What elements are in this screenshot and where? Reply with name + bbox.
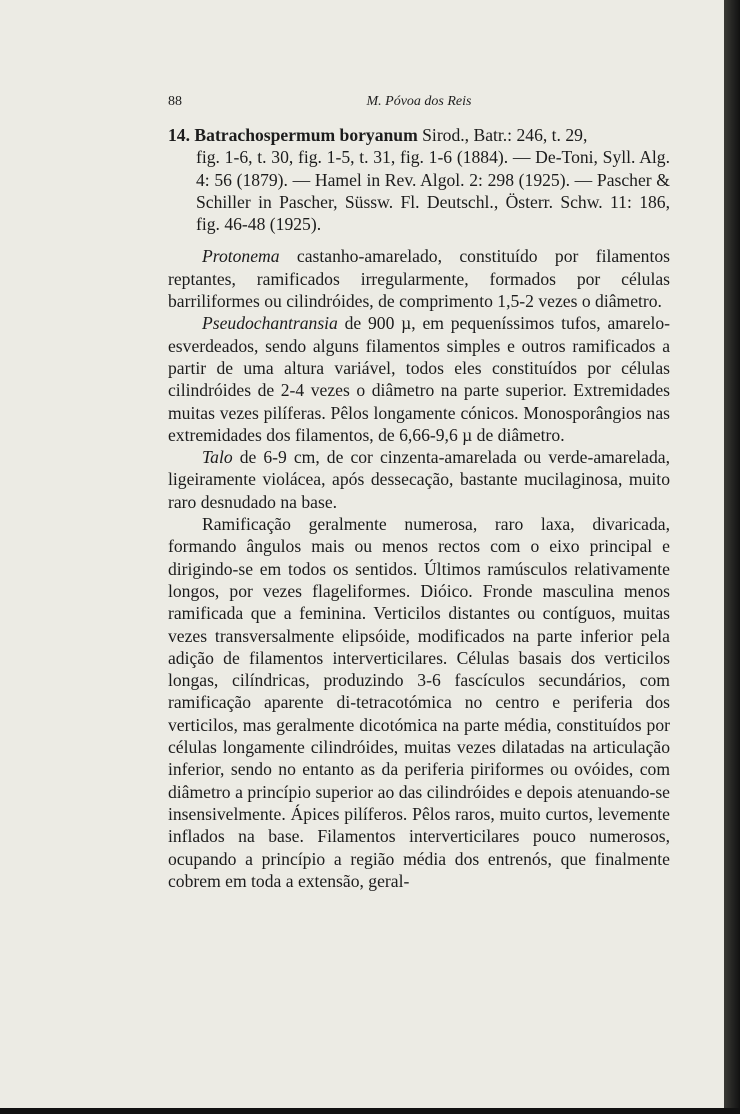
- paragraph-talo: [168, 446, 670, 513]
- paragraph-protonema: [168, 245, 670, 312]
- paragraph-pseudochantransia: [168, 312, 670, 446]
- paragraph-lead: Talo: [202, 447, 233, 468]
- paragraph-ramificacao: [168, 513, 670, 892]
- paragraph-text: castanho-amarelado, constituído por filamentos reptantes, ramificados irregularmente, formados por células barriliformes ou cilindróides, de comprimento 1,5-2 vezes o diâmetro.: [168, 246, 670, 312]
- book-spine-shadow: [724, 0, 740, 1114]
- page-bottom-edge: [0, 1108, 740, 1114]
- page-number: 88: [168, 94, 182, 109]
- page-body: [168, 124, 670, 892]
- paragraph-lead: Pseudochantransia: [202, 313, 338, 334]
- citation-first-line: Sirod., Batr.: 246, t. 29,: [417, 125, 588, 145]
- species-entry: [168, 124, 670, 235]
- species-name: Batrachospermum boryanum: [194, 125, 418, 145]
- entry-number: 14.: [168, 125, 190, 145]
- citation-continuation: fig. 1-6, t. 30, fig. 1-5, t. 31, fig. 1-6 (1884). — De-Toni, Syll. Alg. 4: 56 (1879). — Hamel in Rev. Algol. 2: 298 (1925). — Pascher & Schiller in Pascher, Süssw. Fl. Deutschl., Österr. Schw. 11: 186, fig. 46-48 (1925).: [196, 147, 670, 235]
- paragraph-text: de 900 µ, em pequeníssimos tufos, amarelo-esverdeados, sendo alguns filamentos simples e outros ramificados a partir de uma altura variável, todos eles constituídos por células cilindróides de 2-4 vezes o diâmetro na parte superior. Extremidades muitas vezes pilíferas. Pêlos longamente cónicos. Monosporângios nas extremidades dos filamentos, de 6,66-9,6 µ de diâmetro.: [168, 313, 670, 445]
- paragraph-lead: Protonema: [202, 246, 280, 267]
- page-header: [168, 94, 670, 114]
- paragraph-text: de 6-9 cm, de cor cinzenta-amarelada ou verde-amarelada, ligeiramente violácea, após dessecação, bastante mucilaginosa, muito raro desnudado na base.: [168, 447, 670, 512]
- paragraph-text: Ramificação geralmente numerosa, raro laxa, divaricada, formando ângulos mais ou menos rectos com o eixo principal e dirigindo-se em todos os sentidos. Últimos ramúsculos relativamente longos, por vezes flageliformes. Dióico. Fronde masculina menos ramificada que a feminina. Verticilos distantes ou contíguos, muitas vezes transversalmente elipsóide, modificados na parte inferior pela adição de filamentos interverticilares. Células basais dos verticilos longas, cilíndricas, produzindo 3-6 fascículos secundários, com ramificação aparente di-tetracotómica no centro e periferia dos verticilos, mas geralmente dicotómica na parte média, constituídos por células longamente cilindróides, muitas vezes dilatadas na articulação inferior, sendo no entanto as da periferia piriformes ou ovóides, com diâmetro a princípio superior ao das cilindróides e depois atenuando-se insensivelmente. Ápices pilíferos. Pêlos raros, muito curtos, levemente inflados na base. Filamentos interverticilares pouco numerosos, ocupando a princípio a região média dos entrenós, que finalmente cobrem em toda a extensão, geral-: [168, 514, 670, 891]
- running-head: M. Póvoa dos Reis: [366, 94, 472, 109]
